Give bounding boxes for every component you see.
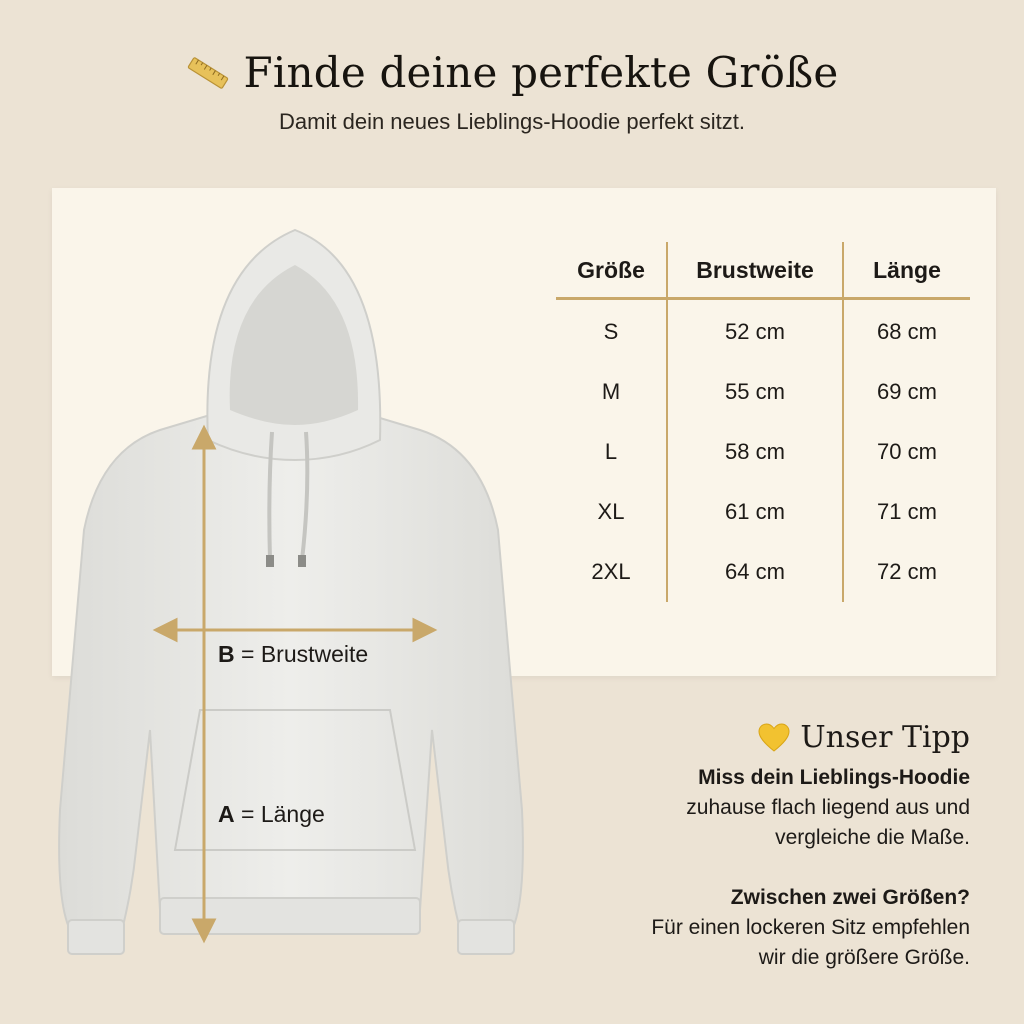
table-cell: S (603, 319, 619, 344)
chest-width-label: B = Brustweite (218, 641, 369, 667)
hoodie-image (40, 210, 570, 1010)
page-title (0, 48, 1024, 97)
table-cell: 58 cm (725, 439, 785, 464)
table-cell: M (601, 379, 621, 404)
table-cell: 71 cm (877, 499, 937, 524)
cuff-left (68, 920, 124, 954)
table-cell: XL (597, 499, 625, 524)
table-cell: L (604, 439, 618, 464)
tip-text: Für einen lockeren Sitz empfehlen (651, 916, 970, 939)
ruler-icon (186, 57, 230, 89)
header-length: Länge (873, 257, 941, 283)
hoodie-body (59, 415, 523, 930)
tip-text: wir die größere Größe. (758, 946, 970, 969)
table-cell: 64 cm (725, 559, 785, 584)
tip-box (550, 720, 970, 973)
header-chest-width: Brustweite (696, 257, 814, 283)
table-cell: 61 cm (725, 499, 785, 524)
tip-text: zuhause flach liegend aus und (686, 796, 970, 819)
header (0, 48, 1024, 135)
table-cell: 70 cm (877, 439, 937, 464)
tip-text: vergleiche die Maße. (775, 826, 970, 849)
header-size: Größe (577, 257, 645, 283)
table-header-divider (556, 297, 970, 300)
table-cell: 55 cm (725, 379, 785, 404)
tip-text: Miss dein Lieblings-Hoodie (698, 766, 970, 789)
table-cell: 68 cm (877, 319, 937, 344)
title-text: Finde deine perfekte Größe (243, 48, 839, 97)
tip-text: Zwischen zwei Größen? (730, 886, 970, 909)
tip-title: Unser Tipp (550, 720, 970, 755)
length-label: A = Länge (218, 801, 325, 827)
table-cell: 52 cm (725, 319, 785, 344)
table-cell: 69 cm (877, 379, 937, 404)
heart-icon (758, 723, 790, 753)
page-subtitle: Damit dein neues Lieblings-Hoodie perfekt sitzt. (279, 109, 745, 134)
table-cell: 72 cm (877, 559, 937, 584)
table-cell: 2XL (591, 559, 631, 584)
cuff-right (458, 920, 514, 954)
